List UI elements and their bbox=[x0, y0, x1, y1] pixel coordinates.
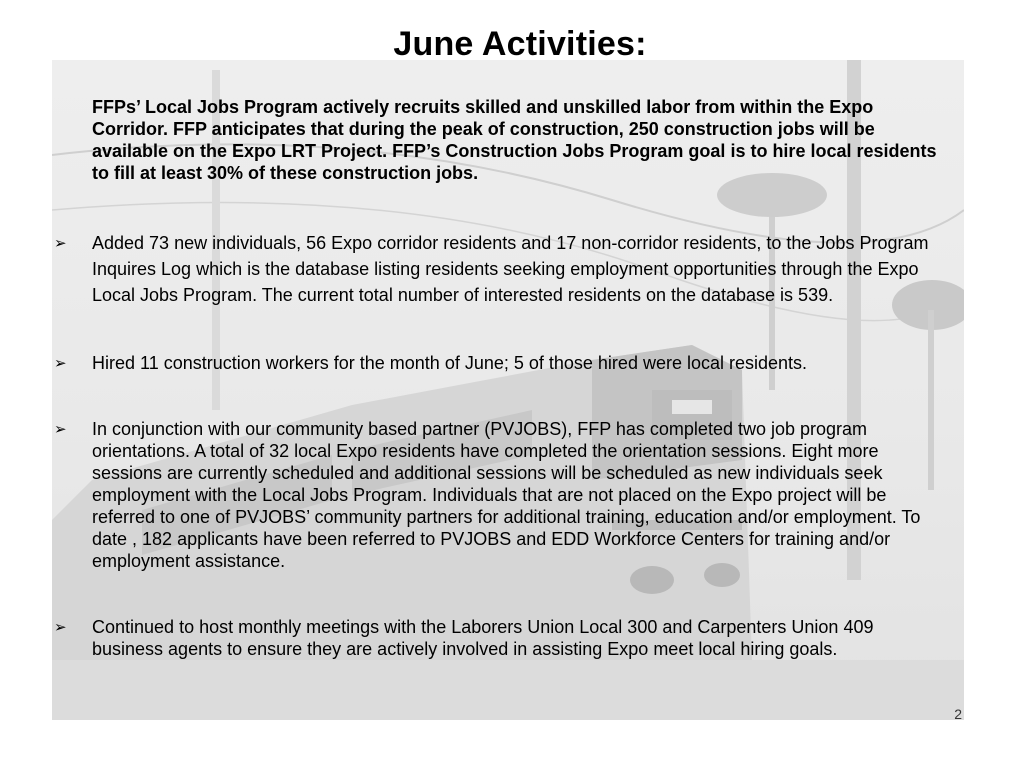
arrow-bullet-icon: ➢ bbox=[54, 354, 67, 372]
arrow-bullet-icon: ➢ bbox=[54, 234, 67, 252]
bullet-text: In conjunction with our community based partner (PVJOBS), FFP has completed two job program orientations. A total of 32 local Expo residents have completed the orientation sessions. Eight more sessions are currently scheduled and additional sessions will be scheduled as new individuals seek employment with the Local Jobs Program. Individuals that are not placed on the Expo project will be referred to one of PVJOBS’ community partners for additional training, education and/or employment. To date , 182 applicants have been referred to PVJOBS and EDD Workforce Centers for training and/or employment assistance. bbox=[92, 419, 921, 571]
bullet-item-union-meetings bbox=[54, 616, 942, 660]
intro-paragraph: FFPs’ Local Jobs Program actively recruits skilled and unskilled labor from within the Expo Corridor. FFP anticipates that during the peak of construction, 250 construction jobs will be available on the Expo LRT Project. FFP’s Construction Jobs Program goal is to hire local residents to fill at least 30% of these construction jobs. bbox=[92, 97, 937, 183]
arrow-bullet-icon: ➢ bbox=[54, 618, 67, 636]
bullet-text: Hired 11 construction workers for the month of June; 5 of those hired were local residents. bbox=[92, 353, 808, 373]
slide-title: June Activities: bbox=[393, 25, 647, 63]
bullet-item-new-individuals bbox=[54, 230, 942, 308]
page-number: 2 bbox=[954, 706, 962, 722]
arrow-bullet-icon: ➢ bbox=[54, 420, 67, 438]
bullet-text: Added 73 new individuals, 56 Expo corridor residents and 17 non-corridor residents, to the Jobs Program Inquires Log which is the database listing residents seeking employment opportunities through the Expo Local Jobs Program. The current total number of interested residents on the database is 539. bbox=[92, 233, 929, 305]
bullet-item-orientations bbox=[54, 418, 942, 572]
bullet-text: Continued to host monthly meetings with the Laborers Union Local 300 and Carpenters Union 409 business agents to ensure they are actively involved in assisting Expo meet local hiring goals. bbox=[92, 617, 874, 659]
bullet-item-hired-workers bbox=[54, 352, 942, 374]
